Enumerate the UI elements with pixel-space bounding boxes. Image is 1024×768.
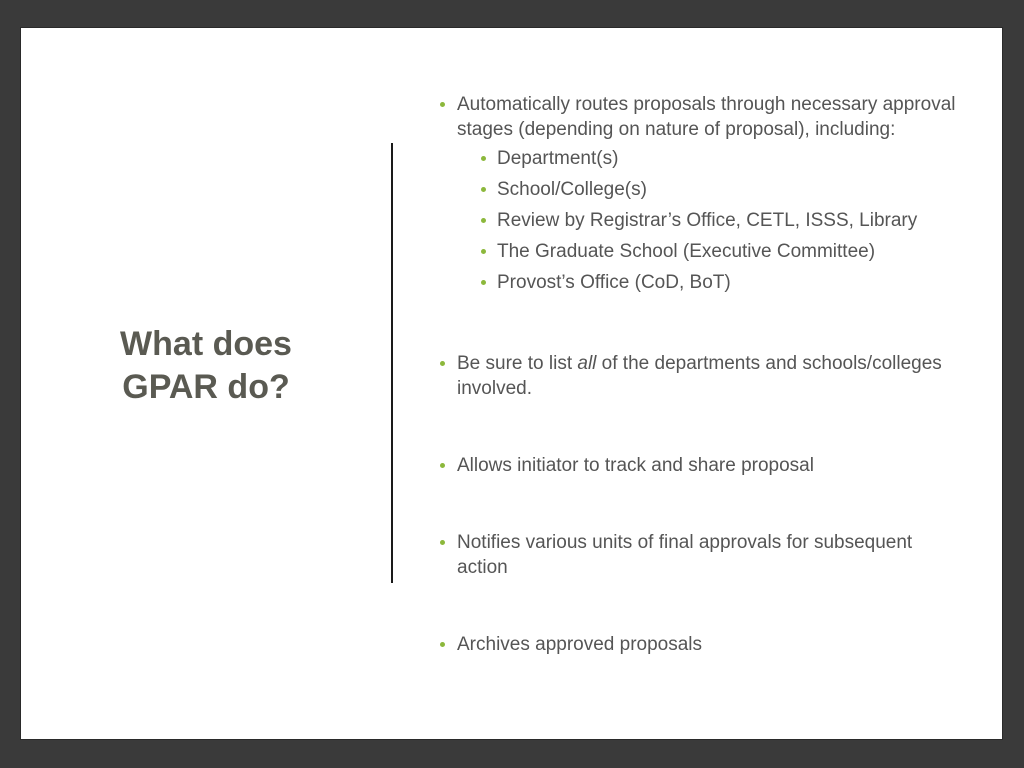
sub-bullet-graduate-school: The Graduate School (Executive Committee) (482, 239, 959, 264)
bullet-list-all-pre: Be sure to list (457, 353, 578, 374)
bullet-list-all (439, 351, 959, 401)
title-line-2: GPAR do? (122, 368, 290, 406)
slide (20, 27, 1003, 740)
vertical-divider (391, 143, 393, 583)
bullet-list-all-emphasis: all (577, 353, 597, 374)
sub-bullet-schools: School/College(s) (482, 177, 959, 202)
sub-bullet-provost: Provost’s Office (CoD, BoT) (482, 270, 959, 295)
bullet-routes-proposals: Automatically routes proposals through necessary approval stages (depending on nature of proposal), including: (439, 92, 959, 142)
bullet-notifies-units: Notifies various units of final approvals for subsequent action (439, 530, 959, 580)
sub-bullet-review: Review by Registrar’s Office, CETL, ISSS, Library (482, 208, 959, 233)
bullet-list-all-post: of the departments and schools/colleges involved. (457, 353, 942, 399)
sub-bullet-departments: Department(s) (482, 146, 959, 171)
bullet-track-share: Allows initiator to track and share proposal (439, 453, 959, 478)
title-line-1: What does (120, 325, 292, 363)
bullet-list (439, 92, 959, 657)
sub-bullet-list (439, 146, 959, 295)
bullet-archives: Archives approved proposals (439, 632, 959, 657)
slide-title (81, 323, 331, 409)
